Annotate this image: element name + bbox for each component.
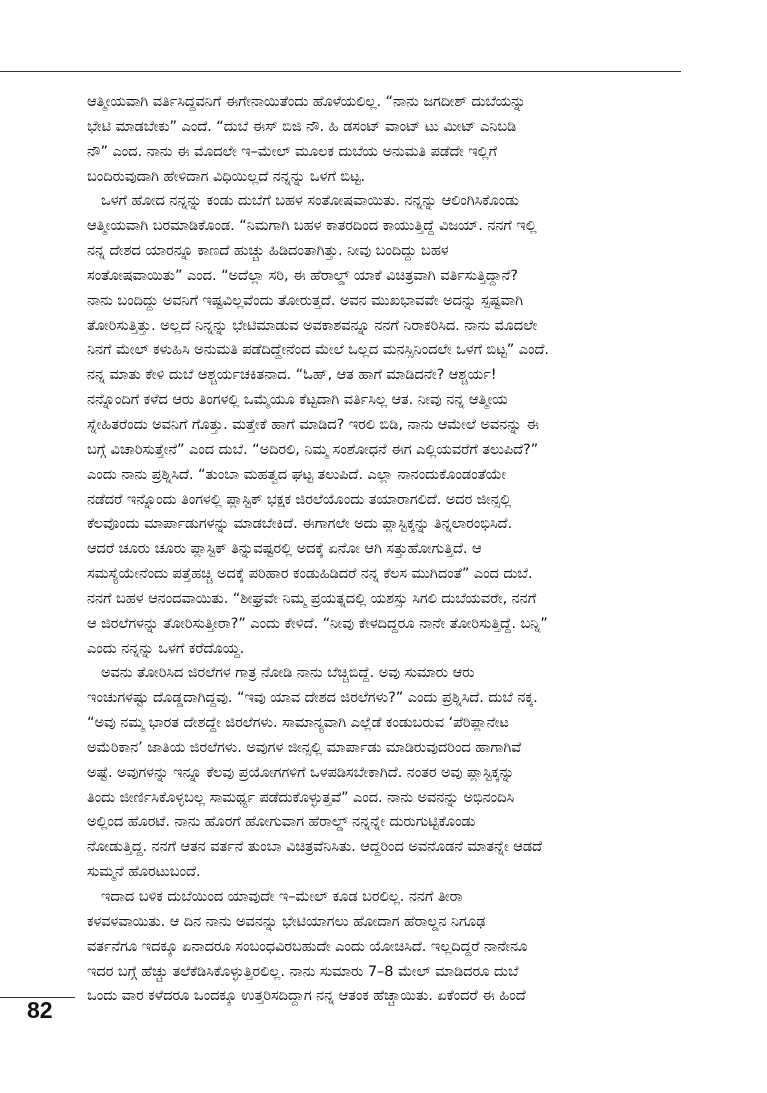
text-line: ಸ್ನೇಹಿತರೆಂದು ಅವನಿಗೆ ಗೊತ್ತು. ಮತ್ತೇಕೆ ಹಾಗೆ ಮಾಡಿದ? ಇರಲಿ ಬಿಡಿ, ನಾನು ಆಮೇಲೆ ಅವನನ್ನು ಈ bbox=[87, 415, 539, 433]
text-line: ಅಷ್ಟೆ. ಅವುಗಳನ್ನು ಇನ್ನೂ ಕೆಲವು ಪ್ರಯೋಗಗಳಿಗೆ ಒಳಪಡಿಸಬೇಕಾಗಿದೆ. ನಂತರ ಅವು ಪ್ಲಾಸ್ಟಿಕ್ಕನ್ನು bbox=[87, 763, 515, 781]
text-line: ಎಂದು ನಾನು ಪ್ರಶ್ನಿಸಿದೆ. “ತುಂಬಾ ಮಹತ್ವದ ಘಟ್ಟ ತಲುಪಿದೆ. ಎಲ್ಲಾ ನಾನಂದುಕೊಂಡಂತೆಯೇ bbox=[87, 465, 507, 483]
text-line: ಸಮಸ್ಯೆಯೇನೆಂದು ಪತ್ತೆಹಚ್ಚಿ ಅದಕ್ಕೆ ಪರಿಹಾರ ಕಂಡುಹಿಡಿದರೆ ನನ್ನ ಕೆಲಸ ಮುಗಿದಂತೆ” ಎಂದ ದುಬೆ. bbox=[87, 565, 533, 583]
text-line: ಭೇಟಿ ಮಾಡಬೇಕು” ಎಂದೆ. “ದುಬೆ ಈಸ್ ಬಿಜಿ ನೌ. ಹಿ ಡಸಂಟ್ ವಾಂಟ್ ಟು ಮೀಟ್ ಎನಿಬಡಿ bbox=[87, 117, 517, 135]
text-line: ಸಂತೋಷವಾಯಿತು” ಎಂದ. “ಅದೆಲ್ಲಾ ಸರಿ, ಈ ಹೆರಾಲ್ಡ್ ಯಾಕೆ ವಿಚಿತ್ರವಾಗಿ ವರ್ತಿಸುತ್ತಿದ್ದಾನೆ? bbox=[87, 266, 518, 284]
text-line: ಅಮೆರಿಕಾನ’ ಜಾತಿಯ ಜಿರಲೆಗಳು. ಅವುಗಳ ಜೀನ್ಸಲ್ಲಿ ಮಾರ್ಪಾಡು ಮಾಡಿರುವುದರಿಂದ ಹಾಗಾಗಿವೆ bbox=[87, 738, 522, 756]
text-line: ನೋಡುತ್ತಿದ್ದ. ನನಗೆ ಆತನ ವರ್ತನೆ ತುಂಬಾ ವಿಚಿತ್ರವೆನಿಸಿತು. ಆದ್ದರಿಂದ ಅವನೊಡನೆ ಮಾತನ್ನೇ ಆಡದೆ bbox=[87, 838, 542, 856]
top-rule bbox=[0, 71, 681, 72]
text-line: ಆತ್ಮೀಯವಾಗಿ ಬರಮಾಡಿಕೊಂಡ. “ನಿಮಗಾಗಿ ಬಹಳ ಕಾತರದಿಂದ ಕಾಯುತ್ತಿದ್ದೆ ವಿಜಯ್. ನನಗೆ ಇಲ್ಲಿ bbox=[87, 217, 537, 235]
text-line: ಆತ್ಮೀಯವಾಗಿ ವರ್ತಿಸಿದ್ದವನಿಗೆ ಈಗೇನಾಯಿತೆಂದು ಹೊಳೆಯಲಿಲ್ಲ. “ನಾನು ಜಗದೀಶ್ ದುಬೆಯನ್ನು bbox=[87, 93, 526, 110]
text-line: ತೋರಿಸುತ್ತಿತ್ತು. ಅಲ್ಲದೆ ನಿನ್ನನ್ನು ಭೇಟಿಮಾಡುವ ಅವಕಾಶವನ್ನೂ ನನಗೆ ನಿರಾಕರಿಸಿದ. ನಾನು ಮೊದಲೇ bbox=[87, 316, 538, 334]
paragraph-first-line: ಇದಾದ ಬಳಿಕ ದುಬೆಯಿಂದ ಯಾವುದೇ ಇ–ಮೇಲ್ ಕೂಡ ಬರಲಿಲ್ಲ. ನನಗೆ ತೀರಾ bbox=[101, 888, 463, 905]
text-line: ಸುಮ್ಮನೆ ಹೊರಟುಬಂದೆ. bbox=[87, 863, 201, 881]
text-line: ನಾನು ಬಂದಿದ್ದು ಅವನಿಗೆ ಇಷ್ಟವಿಲ್ಲವೆಂದು ತೋರುತ್ತದೆ. ಅವನ ಮುಖಭಾವವೇ ಅದನ್ನು ಸ್ಪಷ್ಟವಾಗಿ bbox=[87, 291, 523, 309]
text-line: ಎಂದು ನನ್ನನ್ನು ಒಳಗೆ ಕರೆದೊಯ್ದ. bbox=[87, 639, 245, 657]
text-line: “ಅವು ನಮ್ಮ ಭಾರತ ದೇಶದ್ದೇ ಜಿರಲೆಗಳು. ಸಾಮಾನ್ಯವಾಗಿ ಎಲ್ಲೆಡೆ ಕಂಡುಬರುವ ‘ಪೆರಿಪ್ಲಾನೇಟ bbox=[87, 714, 509, 732]
text-line: ಇದರ ಬಗ್ಗೆ ಹೆಚ್ಚು ತಲೆಕೆಡಿಸಿಕೊಳ್ಳುತ್ತಿರಲಿಲ್ಲ. ನಾನು ಸುಮಾರು 7–8 ಮೇಲ್ ಮಾಡಿದರೂ ದುಬೆ bbox=[87, 962, 519, 980]
page-number: 82 bbox=[27, 997, 53, 1023]
paragraph-first-line: ಅವನು ತೋರಿಸಿದ ಜಿರಲೆಗಳ ಗಾತ್ರ ನೋಡಿ ನಾನು ಬೆಚ್ಚಿಬಿದ್ದೆ. ಅವು ಸುಮಾರು ಆರು bbox=[101, 664, 475, 682]
text-line: ತಿಂದು ಜೀರ್ಣಿಸಿಕೊಳ್ಳಬಲ್ಲ ಸಾಮರ್ಥ್ಯ ಪಡೆದುಕೊಳ್ಳುತ್ತವೆ” ಎಂದ. ನಾನು ಅವನನ್ನು ಅಭಿನಂದಿಸಿ bbox=[87, 788, 515, 806]
text-line: ನನಗೆ ಬಹಳ ಆನಂದವಾಯಿತು. “ಶೀಘ್ರವೇ ನಿಮ್ಮ ಪ್ರಯತ್ನದಲ್ಲಿ ಯಶಸ್ಸು ಸಿಗಲಿ ದುಬೆಯವರೇ, ನನಗೆ bbox=[87, 589, 537, 607]
text-line: ನಿನಗೆ ಮೇಲ್ ಕಳುಹಿಸಿ ಅನುಮತಿ ಪಡೆದಿದ್ದೇನೆಂದ ಮೇಲೆ ಒಲ್ಲದ ಮನಸ್ಸಿನಿಂದಲೇ ಒಳಗೆ ಬಿಟ್ಟ” ಎಂದೆ. bbox=[87, 341, 549, 359]
text-line: ನನ್ನ ಮಾತು ಕೇಳಿ ದುಬೆ ಆಶ್ಚರ್ಯಚಕಿತನಾದ. “ಓಹ್, ಆತ ಹಾಗೆ ಮಾಡಿದನೇ? ಆಶ್ಚರ್ಯ! bbox=[87, 366, 497, 384]
text-line: ಒಂದು ವಾರ ಕಳೆದರೂ ಒಂದಕ್ಕೂ ಉತ್ತರಿಸದಿದ್ದಾಗ ನನ್ನ ಆತಂಕ ಹೆಚ್ಚಾಯಿತು. ಏಕೆಂದರೆ ಈ ಹಿಂದೆ bbox=[87, 987, 526, 1005]
text-line: ಅಲ್ಲಿಂದ ಹೊರಟೆ. ನಾನು ಹೊರಗೆ ಹೋಗುವಾಗ ಹೆರಾಲ್ಡ್ ನನ್ನನ್ನೇ ದುರುಗುಟ್ಟಿಕೊಂಡು bbox=[87, 813, 476, 831]
text-line: ನನ್ನೊಂದಿಗೆ ಕಳೆದ ಆರು ತಿಂಗಳಲ್ಲಿ ಒಮ್ಮೆಯೂ ಕೆಟ್ಟದಾಗಿ ವರ್ತಿಸಿಲ್ಲ ಆತ. ನೀವು ನನ್ನ ಆತ್ಮೀಯ bbox=[87, 391, 508, 409]
text-line: ನೌ” ಎಂದ. ನಾನು ಈ ಮೊದಲೇ ಇ–ಮೇಲ್ ಮೂಲಕ ದುಬೆಯ ಅನುಮತಿ ಪಡೆದೇ ಇಲ್ಲಿಗೆ bbox=[87, 142, 497, 160]
text-line: ಕಳವಳವಾಯಿತು. ಆ ದಿನ ನಾನು ಅವನನ್ನು ಭೇಟಿಯಾಗಲು ಹೋದಾಗ ಹೆರಾಲ್ಡನ ನಿಗೂಢ bbox=[87, 912, 486, 930]
text-line: ಕೆಲವೊಂದು ಮಾರ್ಪಾಡುಗಳನ್ನು ಮಾಡಬೇಕಿದೆ. ಈಗಾಗಲೇ ಅದು ಪ್ಲಾಸ್ಟಿಕ್ಕನ್ನು ತಿನ್ನಲಾರಂಭಿಸಿದೆ. bbox=[87, 515, 513, 533]
text-line: ನಡೆದರೆ ಇನ್ನೊಂದು ತಿಂಗಳಲ್ಲಿ ಪ್ಲಾಸ್ಟಿಕ್ ಭಕ್ಷಕ ಜಿರಲೆಯೊಂದು ತಯಾರಾಗಲಿದೆ. ಅದರ ಜೀನ್ಸಲ್ಲಿ bbox=[87, 490, 512, 508]
text-line: ಆದರೆ ಚೂರು ಚೂರು ಪ್ಲಾಸ್ಟಿಕ್ ತಿನ್ನುವಷ್ಟರಲ್ಲಿ ಅದಕ್ಕೆ ಏನೋ ಆಗಿ ಸತ್ತುಹೋಗುತ್ತಿದೆ. ಆ bbox=[87, 540, 482, 558]
paragraph-first-line: ಒಳಗೆ ಹೋದ ನನ್ನನ್ನು ಕಂಡು ದುಬೆಗೆ ಬಹಳ ಸಂತೋಷವಾಯಿತು. ನನ್ನನ್ನು ಆಲಿಂಗಿಸಿಕೊಂಡು bbox=[101, 192, 519, 210]
text-line: ಆ ಜಿರಲೆಗಳನ್ನು ತೋರಿಸುತ್ತೀರಾ?” ಎಂದು ಕೇಳಿದೆ. “ನೀವು ಕೇಳದಿದ್ದರೂ ನಾನೇ ತೋರಿಸುತ್ತಿದ್ದೆ. ಬನ್ನಿ” bbox=[87, 614, 548, 632]
text-line: ಬಗ್ಗೆ ವಿಚಾರಿಸುತ್ತೇನೆ” ಎಂದ ದುಬೆ. “ಅದಿರಲಿ, ನಿಮ್ಮ ಸಂಶೋಧನೆ ಈಗ ಎಲ್ಲಿಯವರೆಗೆ ತಲುಪಿದೆ?” bbox=[87, 440, 539, 458]
text-line: ಇಂಚುಗಳಷ್ಟು ದೊಡ್ಡದಾಗಿದ್ದವು. “ಇವು ಯಾವ ದೇಶದ ಜಿರಲೆಗಳು?” ಎಂದು ಪ್ರಶ್ನಿಸಿದೆ. ದುಬೆ ನಕ್ಕ. bbox=[87, 689, 538, 707]
body-text bbox=[87, 90, 677, 1009]
text-line: ವರ್ತನೆಗೂ ಇದಕ್ಕೂ ಏನಾದರೂ ಸಂಬಂಧವಿರಬಹುದೇ ಎಂದು ಯೋಚಿಸಿದೆ. ಇಲ್ಲದಿದ್ದರೆ ನಾನೇನೂ bbox=[87, 937, 528, 955]
text-line: ನನ್ನ ದೇಶದ ಯಾರನ್ನೂ ಕಾಣದೆ ಹುಚ್ಚು ಹಿಡಿದಂತಾಗಿತ್ತು. ನೀವು ಬಂದಿದ್ದು ಬಹಳ bbox=[87, 242, 449, 260]
text-line: ಬಂದಿರುವುದಾಗಿ ಹೇಳಿದಾಗ ವಿಧಿಯಿಲ್ಲದೆ ನನ್ನನ್ನು ಒಳಗೆ ಬಿಟ್ಟ. bbox=[87, 167, 366, 185]
